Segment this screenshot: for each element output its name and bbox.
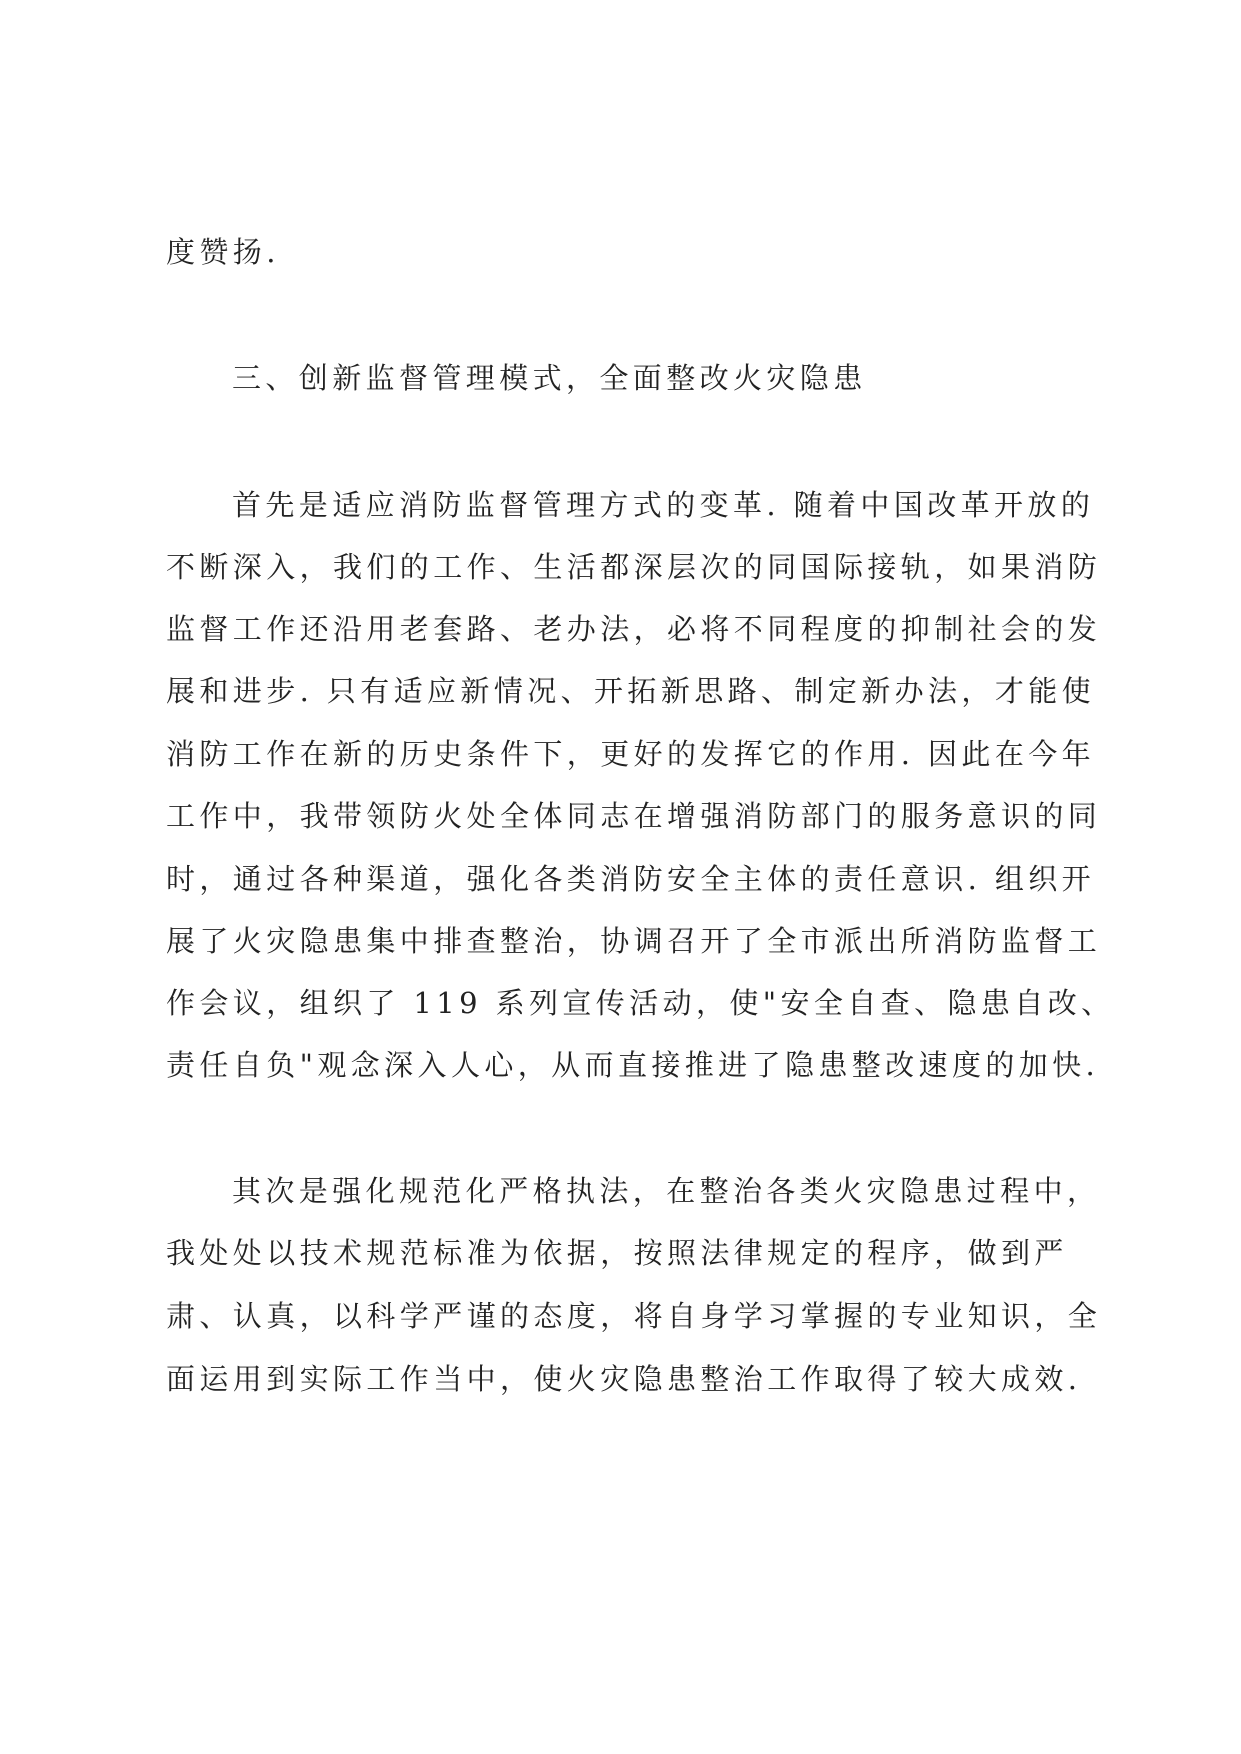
paragraph-line: 我处处以技术规范标准为依据，按照法律规定的程序，做到严 — [166, 1236, 1068, 1270]
paragraph-line: 面运用到实际工作当中，使火灾隐患整治工作取得了较大成效. — [166, 1362, 1082, 1396]
paragraph-line: 首先是适应消防监督管理方式的变革. 随着中国改革开放的 — [232, 488, 1095, 522]
paragraph-line: 肃、认真，以科学严谨的态度，将自身学习掌握的专业知识，全 — [166, 1299, 1102, 1333]
paragraph-line: 展和进步. 只有适应新情况、开拓新思路、制定新办法，才能使 — [166, 674, 1096, 708]
paragraph-line: 作会议，组织了 119 系列宣传活动，使"安全自查、隐患自改、 — [166, 986, 1115, 1020]
paragraph-line: 消防工作在新的历史条件下，更好的发挥它的作用. 因此在今年 — [166, 737, 1096, 771]
paragraph-line: 其次是强化规范化严格执法，在整治各类火灾隐患过程中， — [232, 1174, 1101, 1208]
paragraph-line: 责任自负"观念深入人心，从而直接推进了隐患整改速度的加快. — [166, 1048, 1100, 1082]
paragraph-line: 展了火灾隐患集中排查整治，协调召开了全市派出所消防监督工 — [166, 924, 1102, 958]
paragraph-line: 监督工作还沿用老套路、老办法，必将不同程度的抑制社会的发 — [166, 612, 1102, 646]
paragraph-line: 工作中，我带领防火处全体同志在增强消防部门的服务意识的同 — [166, 799, 1102, 833]
continuation-line: 度赞扬. — [166, 235, 280, 269]
paragraph-line: 不断深入，我们的工作、生活都深层次的同国际接轨，如果消防 — [166, 550, 1102, 584]
paragraph-line: 时，通过各种渠道，强化各类消防安全主体的责任意识. 组织开 — [166, 862, 1096, 896]
section-heading: 三、创新监督管理模式，全面整改火灾隐患 — [232, 361, 867, 395]
